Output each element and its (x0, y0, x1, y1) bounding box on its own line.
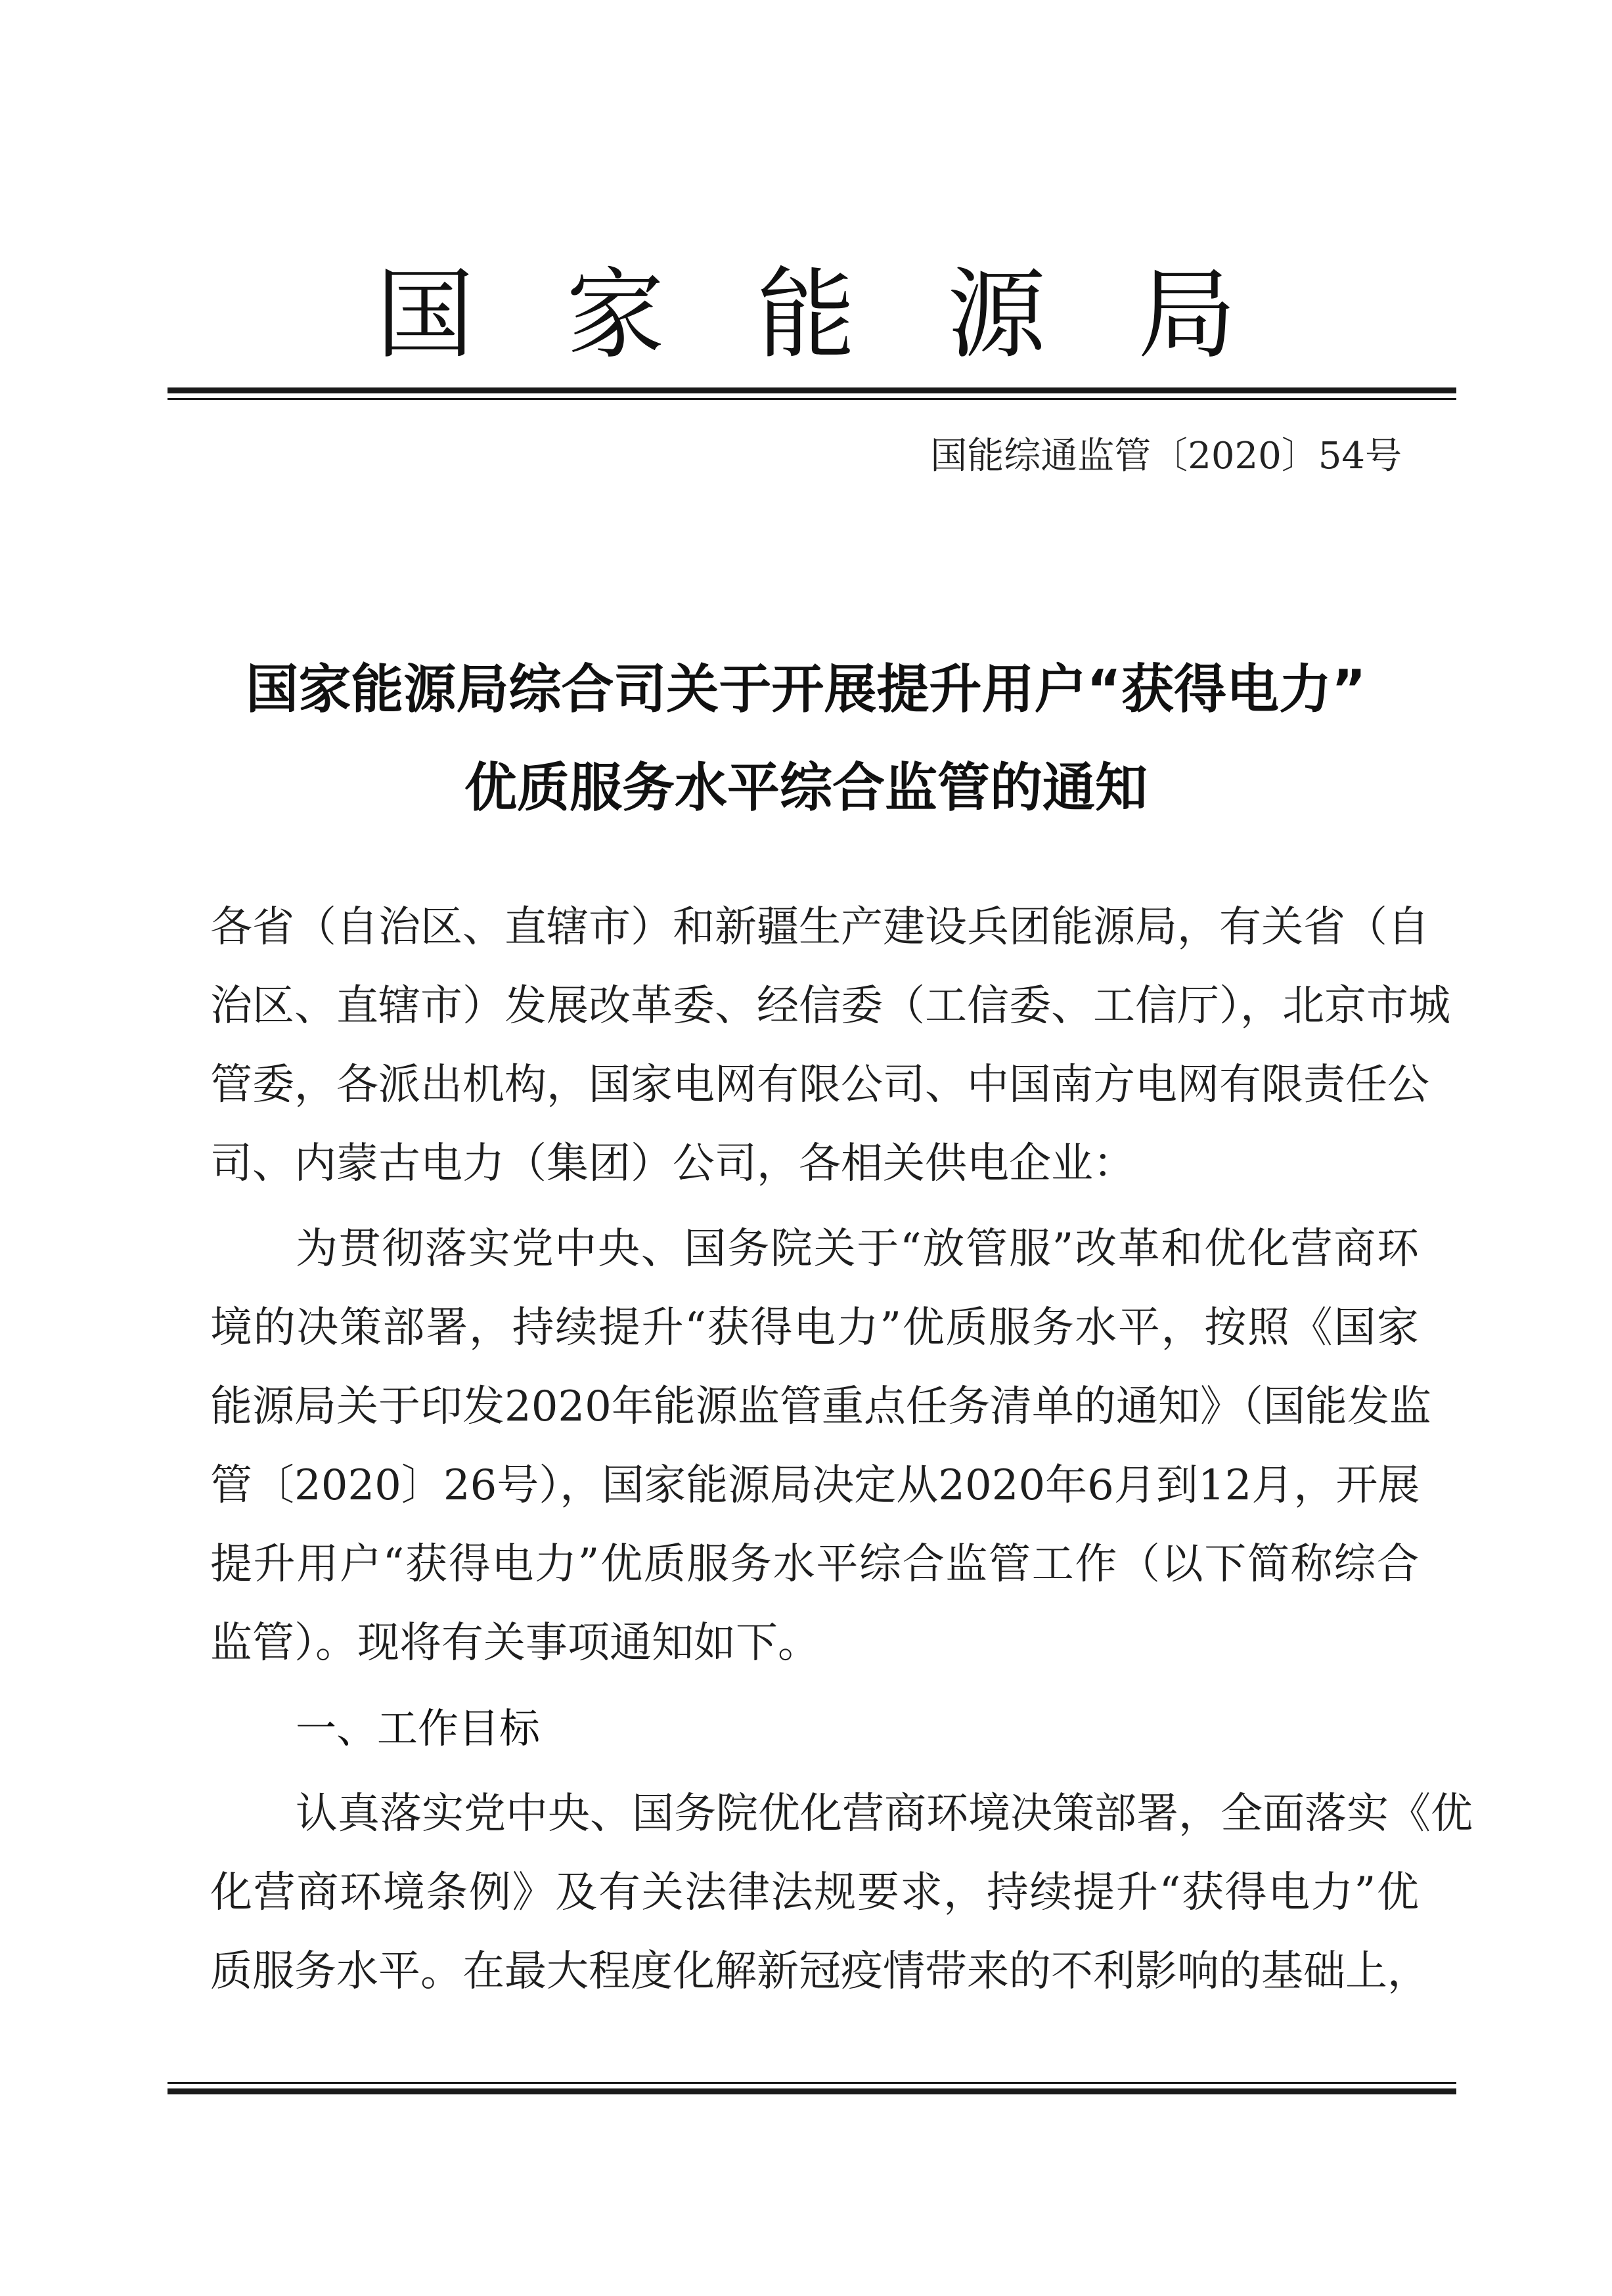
masthead-org-name: 国家能源局 (375, 258, 1328, 372)
intro-line: 监管）。现将有关事项通知如下。 (210, 1619, 820, 1667)
footer-rule-thick (168, 2088, 1456, 2094)
intro-line: 能源局关于印发2020年能源监管重点任务清单的通知》（国能发监 (210, 1382, 1431, 1431)
addressee-line: 司、内蒙古电力（集团）公司，各相关供电企业： (210, 1139, 1135, 1188)
section-heading-work-goals: 一、工作目标 (296, 1704, 541, 1752)
footer-rule-thin (168, 2082, 1456, 2084)
section-body-line: 化营商环境条例》及有关法律法规要求，持续提升“获得电力”优 (210, 1868, 1419, 1917)
document-title-line-2: 优质服务水平综合监管的通知 (464, 757, 1148, 818)
document-title-line-1: 国家能源局综合司关于开展提升用户“获得电力” (246, 659, 1366, 720)
addressee-line: 各省（自治区、直辖市）和新疆生产建设兵团能源局，有关省（自 (210, 903, 1429, 952)
intro-line: 提升用户“获得电力”优质服务水平综合监管工作（以下简称综合 (210, 1540, 1419, 1589)
addressee-line: 管委，各派出机构，国家电网有限公司、中国南方电网有限责任公 (210, 1061, 1429, 1109)
section-body-line: 认真落实党中央、国务院优化营商环境决策部署，全面落实《优 (296, 1790, 1473, 1838)
intro-line: 境的决策部署，持续提升“获得电力”优质服务水平，按照《国家 (210, 1304, 1419, 1352)
addressee-line: 治区、直辖市）发展改革委、经信委（工信委、工信厅），北京市城 (210, 982, 1450, 1030)
document-number: 国能综通监管〔2020〕54号 (930, 435, 1402, 477)
intro-line: 管〔2020〕26号），国家能源局决定从2020年6月到12月，开展 (210, 1461, 1420, 1510)
masthead-rule-thick (168, 387, 1456, 393)
masthead-rule-thin (168, 398, 1456, 400)
intro-line: 为贯彻落实党中央、国务院关于“放管服”改革和优化营商环 (296, 1225, 1419, 1273)
section-body-line: 质服务水平。在最大程度化解新冠疫情带来的不利影响的基础上， (210, 1947, 1429, 1996)
